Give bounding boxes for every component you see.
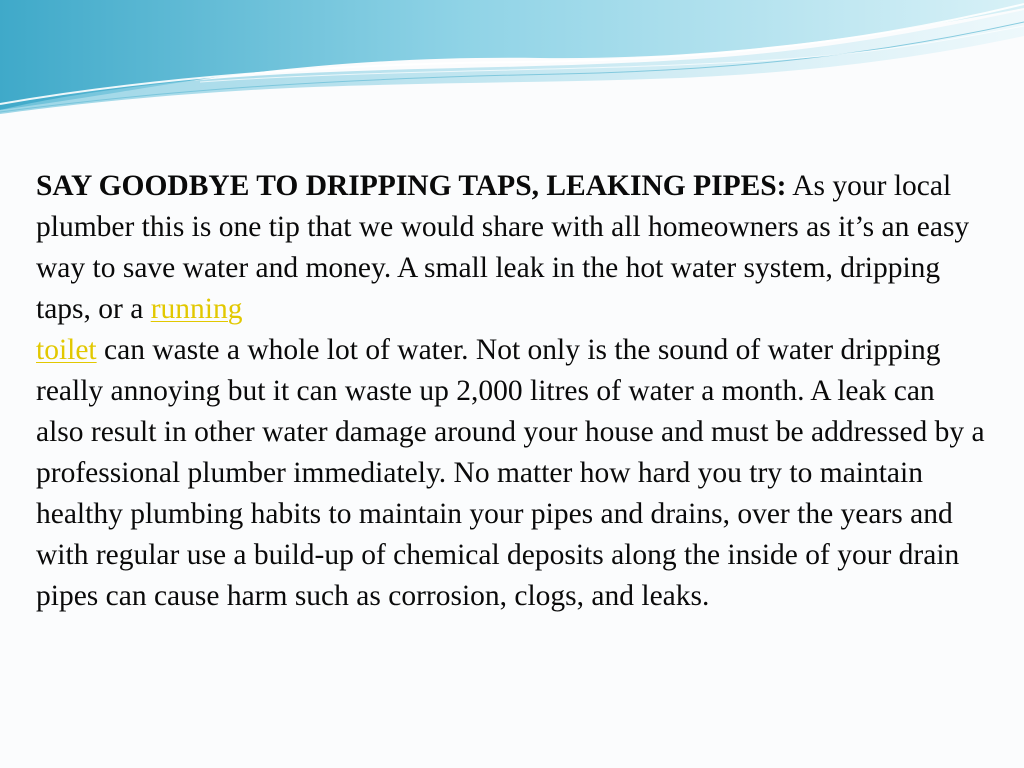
body-text-before-link: As your local plumber this is one tip that we would share with all homeowners as it’s an easy way to save water and money. A small leak in the hot water system, dripping taps, or a <box>36 170 970 325</box>
wave-header-decoration <box>0 0 1024 120</box>
slide-body-paragraph <box>36 166 986 617</box>
lead-heading: SAY GOODBYE TO DRIPPING TAPS, LEAKING PIPES: <box>36 170 787 202</box>
body-text-after-link: can waste a whole lot of water. Not only is the sound of water dripping really annoying but it can waste up 2,000 litres of water a month. A leak can also result in other water damage around your house and must be addressed by a professional plumber immediately. No matter how hard you try to maintain healthy plumbing habits to maintain your pipes and drains, over the years and with regular use a build-up of chemical deposits along the inside of your drain pipes can cause harm such as corrosion, clogs, and leaks. <box>36 334 985 612</box>
running-toilet-link-part-2[interactable]: toilet <box>36 334 97 366</box>
running-toilet-link-part-1[interactable]: running <box>150 293 243 325</box>
